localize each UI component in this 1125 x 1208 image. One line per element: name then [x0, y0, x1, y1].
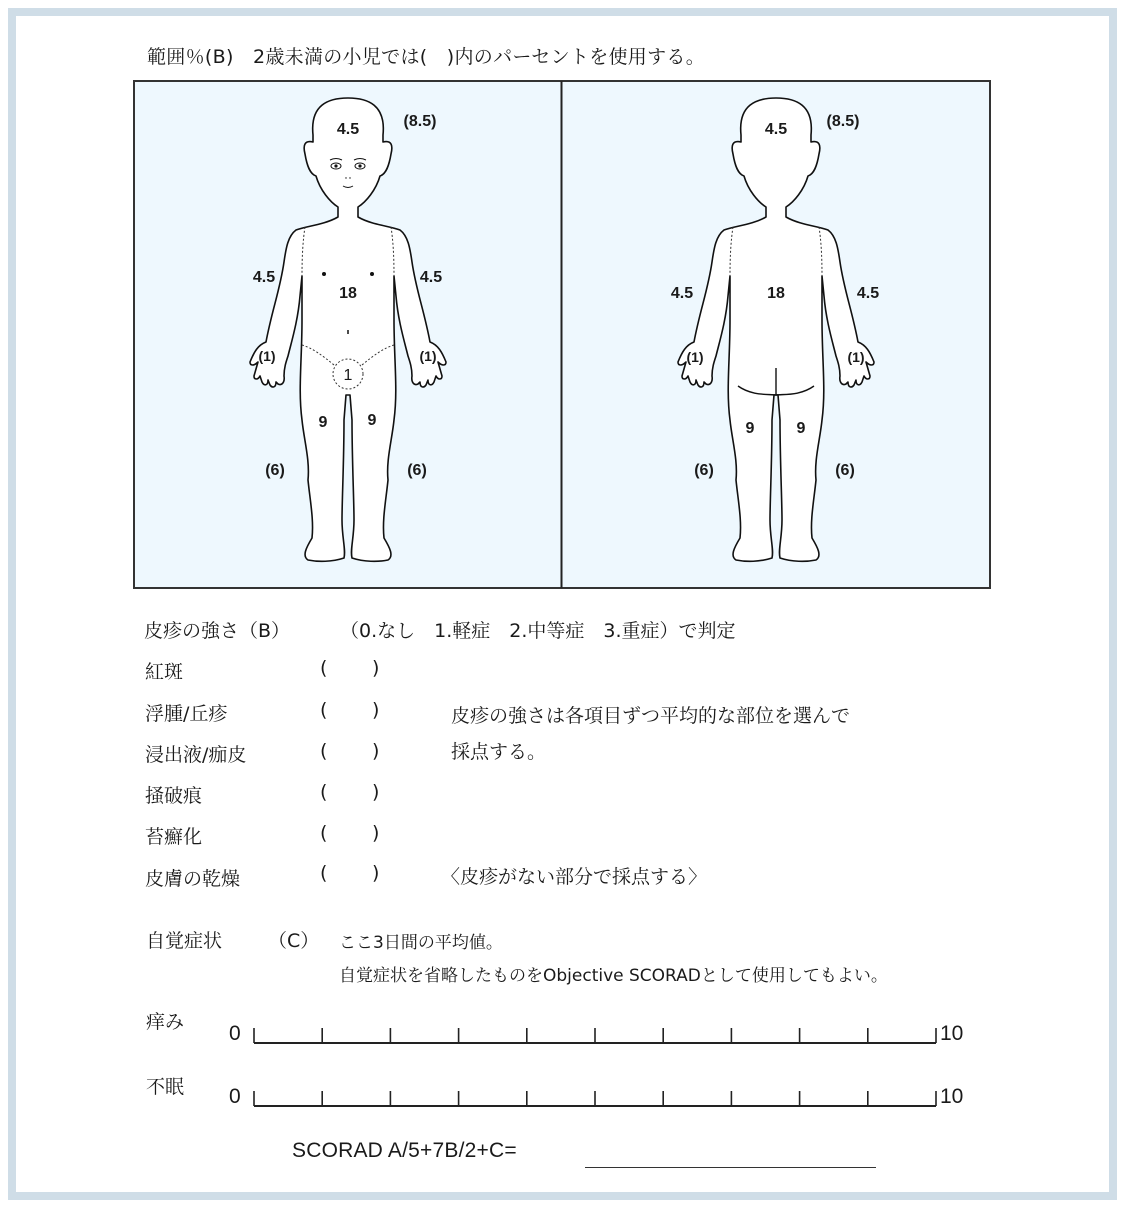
front-hand-right-value: (1) — [419, 348, 437, 364]
item-paren-open: ( — [320, 657, 328, 679]
item-label-oozing-crust: 浸出液/痂皮 — [145, 744, 247, 766]
item-paren-close: ) — [372, 781, 380, 803]
item-paren-open: ( — [320, 822, 328, 844]
intensity-note-line2: 採点する。 — [451, 741, 547, 763]
scorad-formula: SCORAD A/5+7B/2+C= — [292, 1139, 517, 1162]
front-right-nipple — [370, 272, 374, 276]
item-paren-close: ) — [372, 740, 380, 762]
symptoms-heading: 自覚症状 — [146, 930, 223, 952]
back-leg-left-infant-value: (6) — [694, 462, 714, 479]
back-thigh-right-value: 9 — [796, 420, 806, 437]
back-leg-right-infant-value: (6) — [835, 462, 855, 479]
itch-scale-min: 0 — [229, 1022, 241, 1045]
page-title: 範囲％(B) 2歳未満の小児では( )内のパーセントを使用する。 — [147, 46, 705, 68]
item-paren-open: ( — [320, 862, 328, 884]
item-label-erythema: 紅斑 — [145, 661, 184, 683]
insomnia-scale-ticks — [254, 1091, 936, 1106]
front-head-infant-value: (8.5) — [403, 113, 437, 130]
intensity-heading: 皮疹の強さ（B） — [144, 620, 291, 642]
front-left-nipple — [322, 272, 326, 276]
front-right-pupil — [358, 164, 361, 167]
item-label-dryness: 皮膚の乾燥 — [145, 868, 241, 890]
insomnia-scale-min: 0 — [229, 1085, 241, 1108]
back-head-value: 4.5 — [764, 121, 788, 138]
back-hand-left-value: (1) — [686, 349, 704, 365]
front-thigh-right-value: 9 — [367, 412, 377, 429]
front-nose — [349, 177, 350, 178]
back-hand-right-value: (1) — [847, 349, 865, 365]
front-leg-right-infant-value: (6) — [407, 462, 427, 479]
item-paren-close: ) — [372, 699, 380, 721]
front-left-pupil — [334, 164, 337, 167]
front-genital-value: 1 — [343, 367, 353, 384]
item-label-edema-papule: 浮腫/丘疹 — [145, 703, 228, 725]
item-paren-open: ( — [320, 740, 328, 762]
intensity-scale: （0.なし 1.軽症 2.中等症 3.重症）で判定 — [340, 620, 736, 642]
item-label-excoriation: 掻破痕 — [145, 785, 203, 807]
back-thigh-left-value: 9 — [745, 420, 755, 437]
itch-label: 痒み — [146, 1011, 185, 1033]
front-thigh-left-value: 9 — [318, 414, 328, 431]
front-hand-left-value: (1) — [258, 348, 276, 364]
item-paren-close: ) — [372, 657, 380, 679]
front-nose — [345, 177, 346, 178]
insomnia-label: 不眠 — [146, 1076, 185, 1098]
item-paren-close: ) — [372, 862, 380, 884]
dryness-note: 〈皮疹がない部分で採点する〉 — [441, 866, 708, 888]
symptoms-code: （C） — [268, 930, 320, 952]
body-diagram-svg — [133, 80, 991, 589]
front-head-value: 4.5 — [336, 121, 360, 138]
front-arm-left-value: 4.5 — [252, 269, 276, 286]
back-arm-right-value: 4.5 — [856, 285, 880, 302]
item-paren-close: ) — [372, 822, 380, 844]
item-paren-open: ( — [320, 781, 328, 803]
item-paren-open: ( — [320, 699, 328, 721]
insomnia-scale[interactable] — [250, 1088, 940, 1110]
item-label-lichenification: 苔癬化 — [145, 826, 203, 848]
itch-scale-ticks — [254, 1028, 936, 1043]
scorad-answer-line[interactable] — [585, 1167, 876, 1168]
insomnia-scale-max: 10 — [940, 1085, 964, 1108]
back-trunk-value: 18 — [767, 285, 785, 302]
front-leg-left-infant-value: (6) — [265, 462, 285, 479]
front-trunk-value: 18 — [339, 285, 357, 302]
intensity-note-line1: 皮疹の強さは各項目ずつ平均的な部位を選んで — [451, 705, 851, 727]
front-arm-right-value: 4.5 — [419, 269, 443, 286]
symptoms-note1: ここ3日間の平均値。 — [339, 933, 503, 953]
back-head-infant-value: (8.5) — [826, 113, 860, 130]
body-area-diagram — [133, 80, 991, 589]
itch-scale[interactable] — [250, 1025, 940, 1047]
back-arm-left-value: 4.5 — [670, 285, 694, 302]
symptoms-note2: 自覚症状を省略したものをObjective SCORADとして使用してもよい。 — [339, 966, 888, 986]
itch-scale-max: 10 — [940, 1022, 964, 1045]
